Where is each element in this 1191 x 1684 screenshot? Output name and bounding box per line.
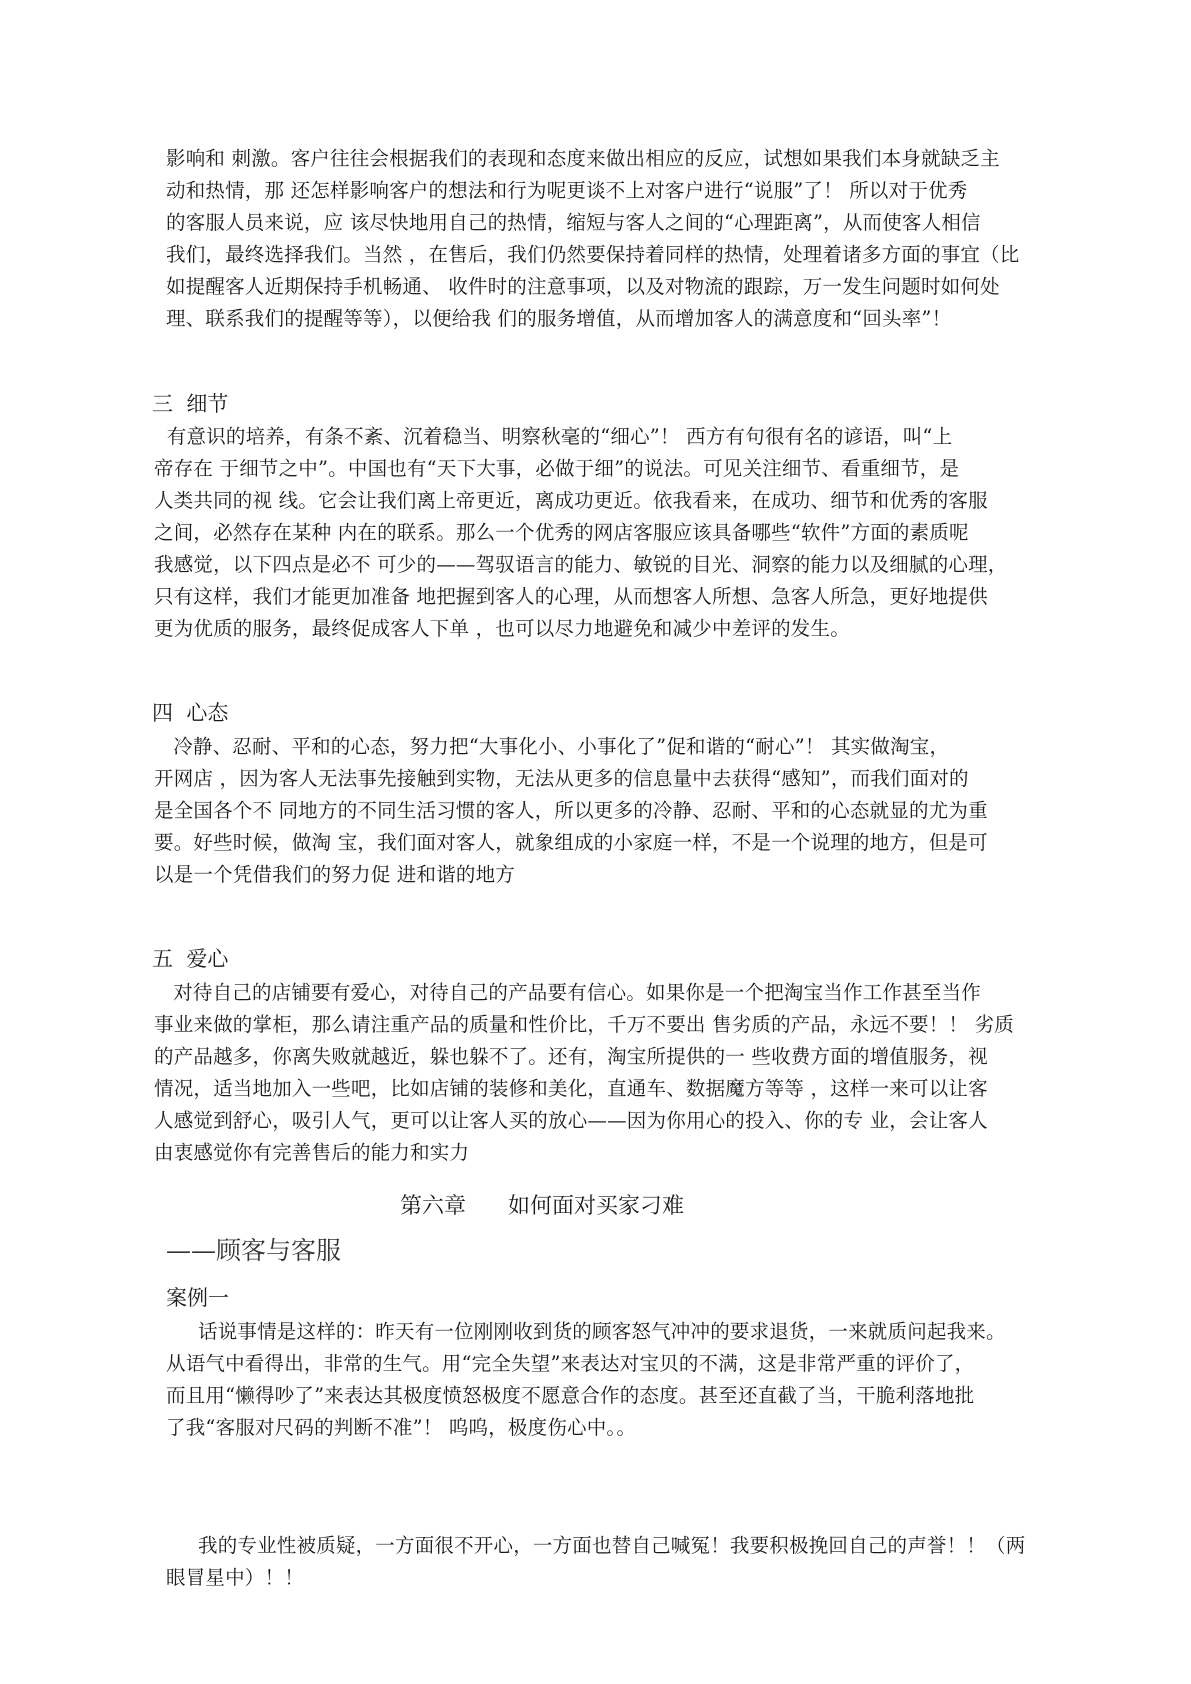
intro-line: 动和热情，那 还怎样影响客户的想法和行为呢更谈不上对客户进行“说服”了！ 所以对于优秀 [166, 179, 968, 202]
intro-line: 理、联系我们的提醒等等），以便给我 们的服务增值，从而增加客人的满意度和“回头率”！ [166, 307, 952, 330]
chapter-subtitle: ——顾客与客服 [166, 1236, 342, 1265]
section4-line: 开网店 ，因为客人无法事先接触到实物，无法从更多的信息量中去获得“感知”，而我们面对的 [154, 767, 969, 790]
case-line: 而且用“懒得吵了”来表达其极度愤怒极度不愿意合作的态度。甚至还直截了当，干脆利落地批 [166, 1384, 975, 1407]
case-title: 案例一 [166, 1286, 229, 1310]
case-paragraph-line: 眼冒星中）！！ [166, 1566, 304, 1589]
section5-line: 事业来做的掌柜，那么请注重产品的质量和性价比，千万不要出 售劣质的产品，永远不要！！ 劣质 [154, 1013, 1014, 1036]
intro-line: 我们，最终选择我们。当然 ，在售后，我们仍然要保持着同样的热情，处理着诸多方面的事宜（比 [166, 243, 1020, 266]
section-heading-love: 五 爱心 [152, 947, 229, 971]
section3-line: 人类共同的视 线。它会让我们离上帝更近，离成功更近。依我看来，在成功、细节和优秀的客服 [154, 489, 988, 512]
section5-line: 对待自己的店铺要有爱心，对待自己的产品要有信心。如果你是一个把淘宝当作工作甚至当作 [154, 981, 981, 1004]
section3-line: 更为优质的服务，最终促成客人下单 ，也可以尽力地避免和减少中差评的发生。 [154, 617, 850, 640]
section4-line: 是全国各个不 同地方的不同生活习惯的客人，所以更多的冷静、忍耐、平和的心态就显的尤为重 [154, 799, 988, 822]
intro-line: 影响和 刺激。客户往往会根据我们的表现和态度来做出相应的反应，试想如果我们本身就缺乏主 [166, 147, 1000, 170]
section4-line: 冷静、忍耐、平和的心态，努力把“大事化小、小事化了”促和谐的“耐心”！ 其实做淘宝， [154, 735, 950, 758]
section5-line: 情况，适当地加入一些吧，比如店铺的装修和美化，直通车、数据魔方等等 ，这样一来可以让客 [154, 1077, 988, 1100]
case-line: 从语气中看得出，非常的生气。用“完全失望”来表达对宝贝的不满，这是非常严重的评价了， [166, 1352, 975, 1375]
chapter-title: 第六章 如何面对买家刁难 [400, 1194, 684, 1219]
section5-line: 由衷感觉你有完善售后的能力和实力 [154, 1141, 470, 1164]
case-paragraph-line: 我的专业性被质疑，一方面很不开心，一方面也替自己喊冤！我要积极挽回自己的声誉！！（两 [166, 1534, 1026, 1557]
section3-line: 之间，必然存在某种 内在的联系。那么一个优秀的网店客服应该具备哪些“软件”方面的素质呢 [154, 521, 969, 544]
section3-line: 我感觉，以下四点是必不 可少的——驾驭语言的能力、敏锐的目光、洞察的能力以及细腻的心理， [154, 553, 1008, 576]
section5-line: 的产品越多，你离失败就越近，躲也躲不了。还有，淘宝所提供的一 些收费方面的增值服务，视 [154, 1045, 988, 1068]
section3-line: 帝存在 于细节之中”。中国也有“天下大事，必做于细”的说法。可见关注细节、看重细节，是 [154, 457, 960, 480]
intro-line: 的客服人员来说，应 该尽快地用自己的热情，缩短与客人之间的“心理距离”，从而使客人相信 [166, 211, 981, 234]
section-heading-details: 三 细节 [152, 392, 229, 416]
section-heading-mindset: 四 心态 [152, 701, 229, 725]
case-line: 了我“客服对尺码的判断不准”！ 呜呜，极度伤心中。。 [166, 1416, 637, 1439]
section5-line: 人感觉到舒心，吸引人气，更可以让客人买的放心——因为你用心的投入、你的专 业，会让客人 [154, 1109, 988, 1132]
section4-line: 以是一个凭借我们的努力促 进和谐的地方 [154, 863, 515, 886]
section3-line: 只有这样，我们才能更加准备 地把握到客人的心理，从而想客人所想、急客人所急，更好地提供 [154, 585, 988, 608]
intro-line: 如提醒客人近期保持手机畅通、 收件时的注意事项，以及对物流的跟踪，万一发生问题时如何处 [166, 275, 1000, 298]
section3-line: 有意识的培养，有条不紊、沉着稳当、明察秋毫的“细心”！ 西方有句很有名的谚语，叫“上 [154, 425, 953, 448]
case-line: 话说事情是这样的：昨天有一位刚刚收到货的顾客怒气冲冲的要求退货，一来就质问起我来。 [166, 1320, 1006, 1343]
section4-line: 要。好些时候，做淘 宝，我们面对客人，就象组成的小家庭一样，不是一个说理的地方，但是可 [154, 831, 988, 854]
